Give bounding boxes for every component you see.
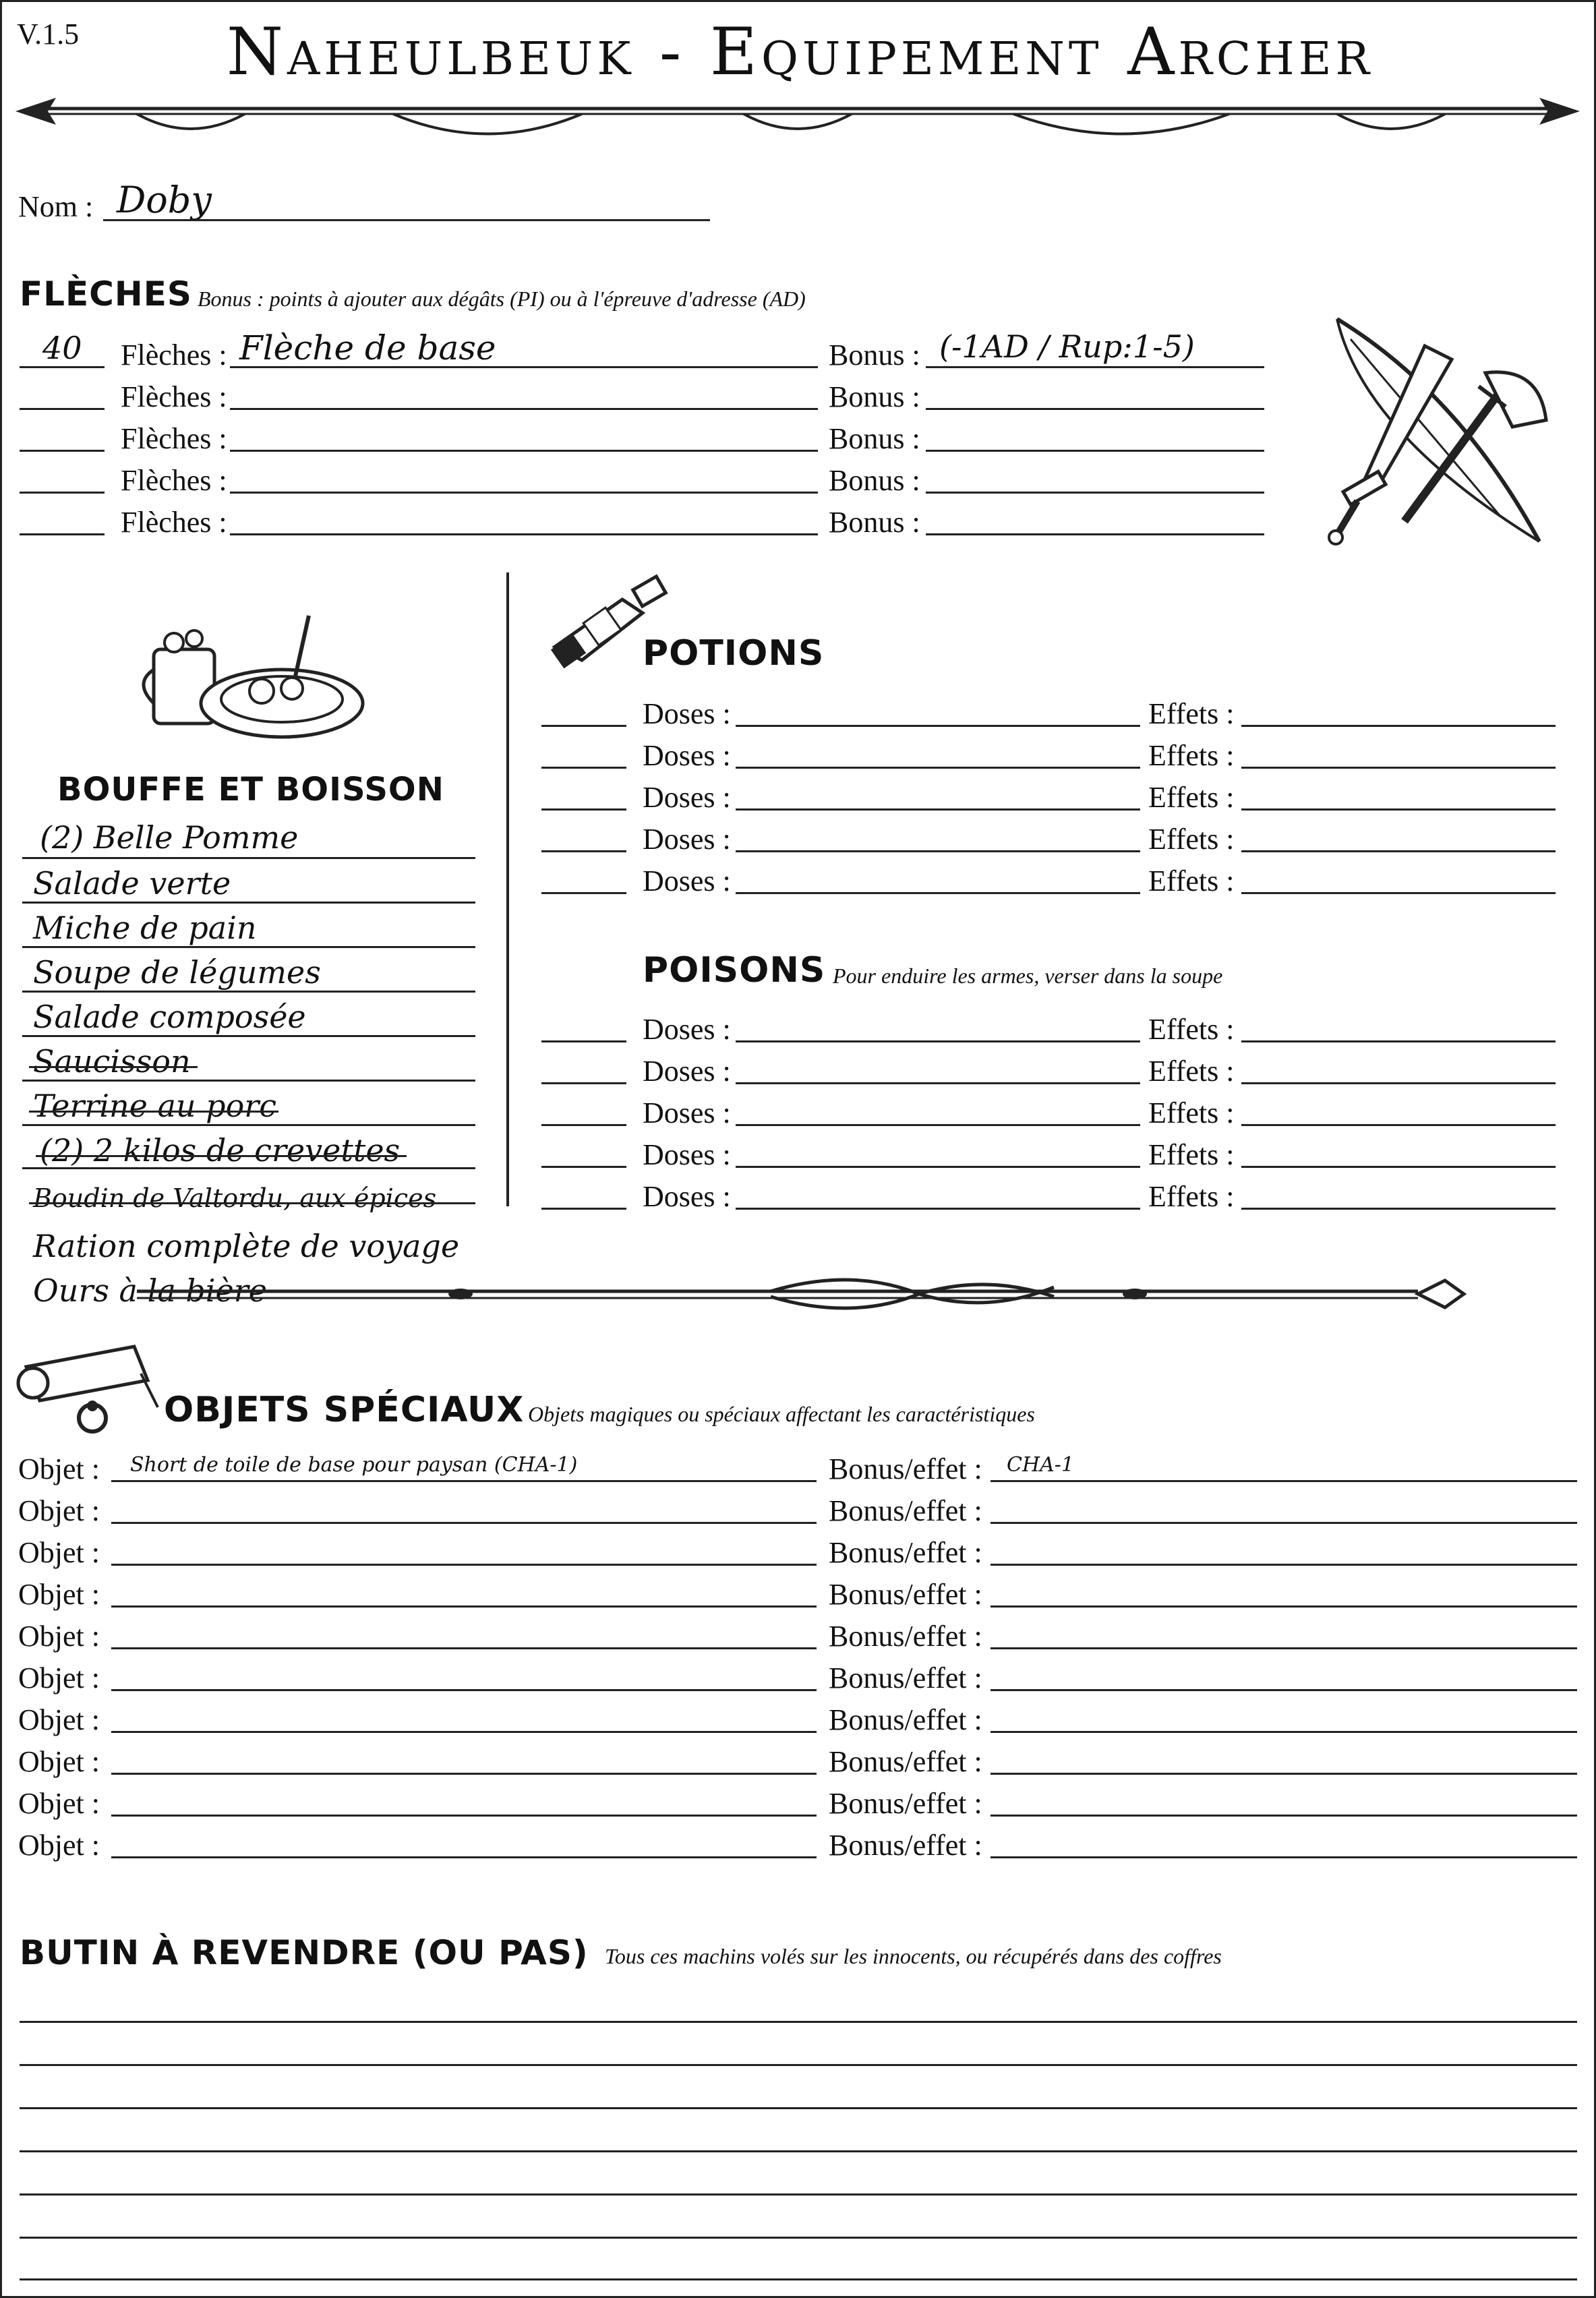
arrow-bonus-label: Bonus : (829, 422, 920, 455)
potion-doses-label: Doses : (643, 739, 731, 772)
object-bonus-label: Bonus/effet : (829, 1745, 982, 1778)
food-item[interactable]: (2) Belle Pomme (40, 819, 299, 856)
potion-doses-label: Doses : (643, 864, 731, 897)
potion-effects-line[interactable] (1241, 808, 1556, 811)
loot-line[interactable] (20, 2064, 1577, 2066)
special-section-title: OBJETS SPÉCIAUX (164, 1390, 525, 1430)
poisons-section-subtitle: Pour enduire les armes, verser dans la soupe (833, 964, 1223, 988)
arrows-section-subtitle: Bonus : points à ajouter aux dégâts (PI) ou à l'épreuve d'adresse (AD) (198, 287, 806, 311)
potion-effects-line[interactable] (1241, 850, 1556, 852)
food-line (22, 1035, 475, 1037)
object-bonus-label: Bonus/effet : (829, 1787, 982, 1820)
name-underline (103, 219, 710, 221)
food-line (22, 991, 475, 993)
arrow-count[interactable]: 40 (42, 330, 82, 366)
poison-doses-label: Doses : (643, 1096, 731, 1129)
potion-doses-line[interactable] (736, 892, 1140, 894)
object-line[interactable] (111, 1689, 817, 1691)
object-bonus-value[interactable]: CHA-1 (1007, 1453, 1075, 1477)
object-bonus-line[interactable] (991, 1731, 1577, 1733)
potion-doses-line[interactable] (736, 850, 1140, 852)
page-title: Naheulbeuk - Equipement Archer (227, 14, 1373, 90)
food-drink-icon (140, 609, 363, 744)
poison-doses-line[interactable] (736, 1124, 1140, 1126)
arrow-count-line (20, 450, 105, 452)
arrow-bonus-value[interactable]: (-1AD / Rup:1-5) (939, 328, 1195, 365)
arrow-bonus-line[interactable] (926, 450, 1264, 452)
object-bonus-line[interactable] (991, 1815, 1577, 1817)
food-line (22, 857, 475, 859)
food-line (22, 1080, 475, 1082)
object-line[interactable] (111, 1856, 817, 1858)
object-line[interactable] (111, 1773, 817, 1775)
poison-effects-label: Effets : (1148, 1138, 1235, 1171)
food-line (22, 1167, 475, 1169)
poison-qty-line[interactable] (541, 1208, 626, 1210)
food-line (22, 946, 475, 948)
poison-qty-line[interactable] (541, 1082, 626, 1084)
object-bonus-label: Bonus/effet : (829, 1578, 982, 1611)
object-value[interactable]: Short de toile de base pour paysan (CHA-1) (130, 1453, 578, 1477)
object-bonus-line[interactable] (991, 1605, 1577, 1608)
poison-effects-line[interactable] (1241, 1040, 1556, 1042)
food-item[interactable]: Salade composée (33, 999, 306, 1035)
object-label: Objet : (18, 1703, 100, 1736)
potion-effects-label: Effets : (1148, 697, 1235, 730)
arrow-count-line (20, 366, 105, 368)
special-section-subtitle: Objets magiques ou spéciaux affectant les caractéristiques (528, 1402, 1035, 1426)
arrow-type-line[interactable] (230, 533, 818, 535)
poison-effects-label: Effets : (1148, 1055, 1235, 1088)
potion-effects-label: Effets : (1148, 823, 1235, 856)
arrow-type-label: Flèches : (121, 422, 227, 455)
arrow-type-label: Flèches : (121, 464, 227, 497)
food-item[interactable]: Ration complète de voyage (33, 1228, 460, 1264)
poison-doses-line[interactable] (736, 1082, 1140, 1084)
object-line[interactable] (111, 1605, 817, 1608)
object-label: Objet : (18, 1578, 100, 1611)
object-line[interactable] (111, 1522, 817, 1524)
arrow-count-line (20, 408, 105, 410)
object-bonus-line[interactable] (991, 1647, 1577, 1649)
poison-doses-label: Doses : (643, 1055, 731, 1088)
potion-doses-line[interactable] (736, 725, 1140, 727)
object-bonus-label: Bonus/effet : (829, 1620, 982, 1653)
potion-qty-line[interactable] (541, 892, 626, 894)
loot-section-subtitle: Tous ces machins volés sur les innocents, ou récupérés dans des coffres (605, 1944, 1222, 1968)
object-label: Objet : (18, 1452, 100, 1485)
arrow-bonus-line[interactable] (926, 408, 1264, 410)
staff-divider-icon (137, 1267, 1465, 1314)
potion-qty-line[interactable] (541, 767, 626, 769)
object-label: Objet : (18, 1829, 100, 1862)
arrow-divider-icon (16, 90, 1580, 150)
arrow-bonus-line[interactable] (926, 533, 1264, 535)
potion-doses-label: Doses : (643, 781, 731, 814)
poison-doses-line[interactable] (736, 1208, 1140, 1210)
object-line[interactable] (111, 1731, 817, 1733)
column-divider (506, 572, 509, 1206)
arrow-bonus-label: Bonus : (829, 380, 920, 413)
object-bonus-label: Bonus/effet : (829, 1452, 982, 1485)
loot-line[interactable] (20, 2021, 1577, 2023)
potion-effects-line[interactable] (1241, 725, 1556, 727)
loot-line[interactable] (20, 2193, 1577, 2196)
poison-effects-line[interactable] (1241, 1124, 1556, 1126)
object-label: Objet : (18, 1661, 100, 1695)
poison-doses-line[interactable] (736, 1040, 1140, 1042)
object-bonus-label: Bonus/effet : (829, 1661, 982, 1695)
poison-effects-line[interactable] (1241, 1208, 1556, 1210)
potion-qty-line[interactable] (541, 725, 626, 727)
poison-effects-label: Effets : (1148, 1180, 1235, 1213)
food-item[interactable]: Saucisson (33, 1043, 191, 1080)
food-item[interactable]: Ours à la bière (33, 1272, 267, 1309)
loot-section-title: BUTIN À REVENDRE (OU PAS) (20, 1933, 589, 1972)
poison-doses-line[interactable] (736, 1166, 1140, 1168)
food-item[interactable]: Boudin de Valtordu, aux épices (33, 1183, 437, 1213)
potion-qty-line[interactable] (541, 850, 626, 852)
strikethrough (29, 1111, 278, 1113)
potion-effects-label: Effets : (1148, 739, 1235, 772)
loot-line[interactable] (20, 2278, 1577, 2280)
object-label: Objet : (18, 1494, 100, 1527)
arrow-bonus-label: Bonus : (829, 464, 920, 497)
name-label: Nom : (18, 190, 94, 223)
object-bonus-line (991, 1480, 1577, 1482)
food-item[interactable]: (2) 2 kilos de crevettes (40, 1132, 401, 1169)
object-line[interactable] (111, 1564, 817, 1566)
poison-qty-line[interactable] (541, 1166, 626, 1168)
arrow-type-line[interactable] (230, 450, 818, 452)
food-line (22, 902, 475, 904)
object-line[interactable] (111, 1815, 817, 1817)
arrow-type-label: Flèches : (121, 338, 227, 372)
poison-effects-line[interactable] (1241, 1166, 1556, 1168)
strikethrough (29, 1066, 198, 1068)
arrow-bonus-label: Bonus : (829, 506, 920, 539)
poison-doses-label: Doses : (643, 1013, 731, 1046)
strikethrough (36, 1155, 407, 1157)
poison-effects-line[interactable] (1241, 1082, 1556, 1084)
crossed-weapons-icon (1324, 312, 1566, 555)
object-bonus-line[interactable] (991, 1564, 1577, 1566)
food-line (22, 1124, 475, 1126)
potion-doses-line[interactable] (736, 767, 1140, 769)
potion-qty-line[interactable] (541, 808, 626, 811)
potion-effects-line[interactable] (1241, 767, 1556, 769)
arrow-type-line[interactable] (230, 408, 818, 410)
poison-doses-label: Doses : (643, 1138, 731, 1171)
arrow-type-line[interactable] (230, 492, 818, 494)
name-value[interactable]: Doby (117, 179, 212, 221)
poison-effects-label: Effets : (1148, 1096, 1235, 1129)
scroll-ring-icon (20, 1340, 161, 1434)
potion-doses-label: Doses : (643, 823, 731, 856)
arrow-bonus-line (926, 366, 1264, 368)
arrow-type-label: Flèches : (121, 506, 227, 539)
food-item[interactable]: Terrine au porc (33, 1088, 277, 1124)
version-label: V.1.5 (17, 18, 80, 51)
loot-line[interactable] (20, 2150, 1577, 2152)
strikethrough (29, 1202, 475, 1204)
potion-doses-line[interactable] (736, 808, 1140, 811)
object-bonus-label: Bonus/effet : (829, 1494, 982, 1527)
object-label: Objet : (18, 1620, 100, 1653)
loot-line[interactable] (20, 2237, 1577, 2239)
potion-doses-label: Doses : (643, 697, 731, 730)
food-item[interactable]: Salade verte (33, 865, 231, 902)
potion-effects-line[interactable] (1241, 892, 1556, 894)
arrow-bonus-line[interactable] (926, 492, 1264, 494)
object-label: Objet : (18, 1745, 100, 1778)
arrow-type-label: Flèches : (121, 380, 227, 413)
loot-line[interactable] (20, 2107, 1577, 2109)
arrow-count-line (20, 492, 105, 494)
object-bonus-line[interactable] (991, 1856, 1577, 1858)
object-bonus-label: Bonus/effet : (829, 1536, 982, 1569)
object-bonus-line[interactable] (991, 1522, 1577, 1524)
arrow-type-value[interactable]: Flèche de base (239, 328, 496, 367)
poison-doses-label: Doses : (643, 1180, 731, 1213)
object-bonus-label: Bonus/effet : (829, 1829, 982, 1862)
potions-section-title: POTIONS (643, 633, 825, 674)
potion-effects-label: Effets : (1148, 781, 1235, 814)
arrow-type-line (230, 366, 818, 368)
food-item[interactable]: Miche de pain (33, 910, 257, 946)
food-section-title: BOUFFE ET BOISSON (57, 771, 444, 808)
object-bonus-line[interactable] (991, 1773, 1577, 1775)
food-item[interactable]: Soupe de légumes (33, 954, 321, 991)
object-bonus-line[interactable] (991, 1689, 1577, 1691)
object-label: Objet : (18, 1536, 100, 1569)
arrow-count-line (20, 533, 105, 535)
object-bonus-label: Bonus/effet : (829, 1703, 982, 1736)
object-line (111, 1480, 817, 1482)
poison-effects-label: Effets : (1148, 1013, 1235, 1046)
poison-qty-line[interactable] (541, 1040, 626, 1042)
object-line[interactable] (111, 1647, 817, 1649)
object-label: Objet : (18, 1787, 100, 1820)
poison-qty-line[interactable] (541, 1124, 626, 1126)
arrows-section-title: FLÈCHES (20, 274, 192, 314)
poisons-section-title: POISONS (643, 950, 826, 991)
arrow-bonus-label: Bonus : (829, 338, 920, 372)
potion-effects-label: Effets : (1148, 864, 1235, 897)
